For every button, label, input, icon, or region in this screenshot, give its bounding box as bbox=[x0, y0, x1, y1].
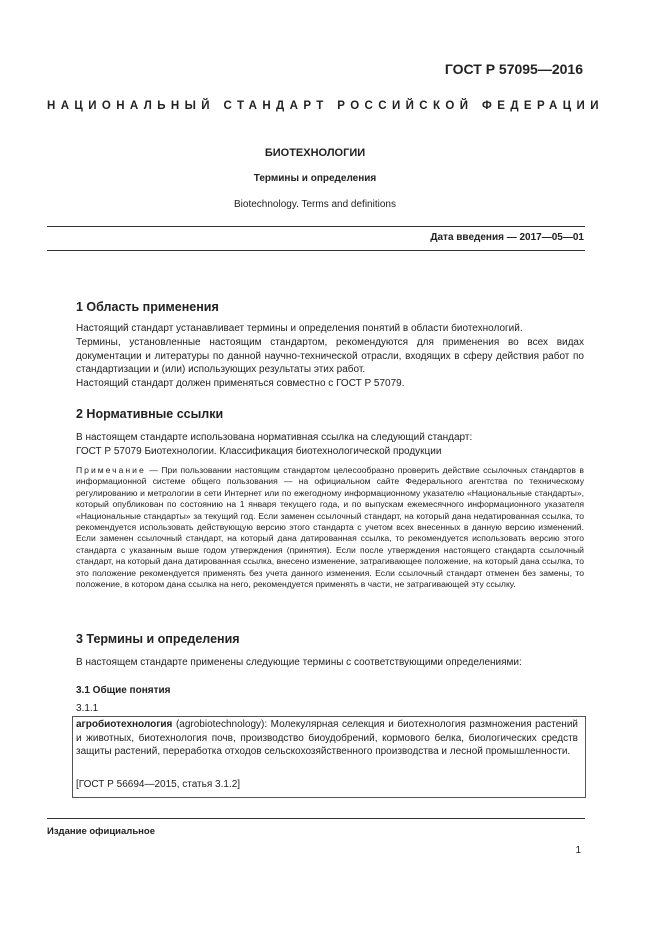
divider-date bbox=[47, 250, 585, 251]
term-name: агробиотехнология bbox=[76, 719, 173, 730]
term-number: 3.1.1 bbox=[76, 703, 99, 714]
document-title: БИОТЕХНОЛОГИИ bbox=[264, 147, 366, 159]
term-english: (agrobiotechnology): bbox=[172, 719, 271, 730]
term-source: [ГОСТ Р 56694—2015, статья 3.1.2] bbox=[76, 779, 241, 790]
section-2-heading: 2 Нормативные ссылки bbox=[76, 407, 224, 421]
divider-bottom bbox=[47, 818, 585, 819]
section-1-paragraph-2: Термины, установленные настоящим стандартом, рекомендуются для применения во всех видах документации и литературы по данной научно-технической отрасли, входящих в сферу действия работ по стандартизации и (или) использующих результаты этих работ. bbox=[76, 337, 584, 376]
official-edition-label: Издание официальное bbox=[47, 826, 155, 837]
national-standard-banner: НАЦИОНАЛЬНЫЙ СТАНДАРТ РОССИЙСКОЙ ФЕДЕРАЦИИ bbox=[47, 100, 604, 112]
section-1-paragraph-3: Настоящий стандарт должен применяться совместно с ГОСТ Р 57079. bbox=[76, 378, 405, 389]
divider-top bbox=[47, 226, 585, 227]
term-definition bbox=[76, 718, 578, 759]
introduction-date: Дата введения — 2017—05—01 bbox=[430, 232, 584, 243]
document-title-english: Biotechnology. Terms and definitions bbox=[234, 199, 396, 210]
section-3-paragraph-1: В настоящем стандарте применены следующие термины с соответствующими определениями: bbox=[76, 657, 522, 668]
section-2-paragraph-1: В настоящем стандарте использована нормативная ссылка на следующий стандарт: bbox=[76, 432, 473, 443]
section-1-heading: 1 Область применения bbox=[76, 300, 219, 314]
section-3-heading: 3 Термины и определения bbox=[76, 632, 240, 646]
page-number: 1 bbox=[575, 845, 581, 856]
term-definition-text: Молекулярная селекция и биотехнология размножения растений и животных, биотехнология почв, производство биоудобрений, кормового белка, биологических средств защиты растений, переработка отходов сельскохозяйственного производства и лесной промышленности. bbox=[76, 719, 579, 758]
note-text: — При пользовании настоящим стандартом целесообразно проверить действие ссылочных стандартов в информационной системе общего пользования — на официальном сайте Федерального агентства по техническому регулированию и метрологии в сети Интернет или по ежегодному информационному указателю «Национальные стандарты», который опубликован по состоянию на 1 января текущего года, и по выпускам ежемесячного информационного указателя «Национальные стандарты» за текущий год. Если заменен ссылочный стандарт, на который дана недатированная ссылка, то рекомендуется использовать действующую версию этого стандарта с учетом всех внесенных в данную версию изменений. Если заменен ссылочный стандарт, на который дана датированная ссылка, то рекомендуется использовать версию этого стандарта с указанным выше годом утверждения (принятия). Если после утверждения настоящего стандарта ссылочный стандарт, на который дана датированная ссылка, внесено изменение, затрагивающее положение, на который дана ссылка, то это положение рекомендуется применять без учета данного изменения. Если ссылочный стандарт отменен без замены, то положение, в котором дана ссылка на него, рекомендуется применять в части, не затрагивающей эту ссылку. bbox=[76, 465, 584, 590]
section-1-paragraph-1: Настоящий стандарт устанавливает термины и определения понятий в области биотехнологий. bbox=[76, 323, 523, 334]
section-2-note bbox=[76, 465, 584, 590]
gost-number: ГОСТ Р 57095—2016 bbox=[444, 61, 583, 77]
subsection-3-1-heading: 3.1 Общие понятия bbox=[76, 685, 171, 696]
note-label: Примечание bbox=[76, 465, 146, 475]
section-2-reference: ГОСТ Р 57079 Биотехнологии. Классификация биотехнологической продукции bbox=[76, 446, 442, 457]
document-subtitle: Термины и определения bbox=[253, 173, 377, 184]
